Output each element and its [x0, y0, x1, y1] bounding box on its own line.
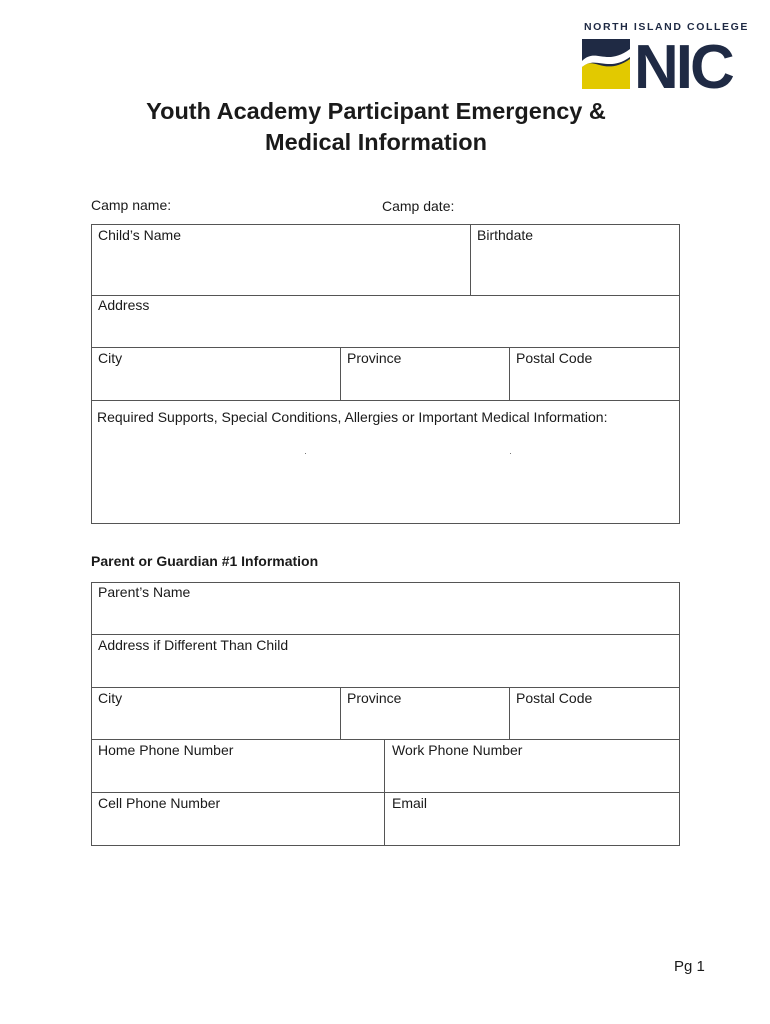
address-field[interactable]: Address [98, 297, 150, 313]
stray-mark [305, 453, 306, 454]
birthdate-field[interactable]: Birthdate [477, 227, 534, 243]
postal-code-field[interactable]: Postal Code [516, 350, 593, 366]
page-title [90, 96, 662, 158]
guardian-province-field[interactable]: Province [347, 690, 402, 706]
divider [91, 739, 680, 740]
work-phone-field[interactable]: Work Phone Number [392, 742, 523, 758]
parents-name-field[interactable]: Parent’s Name [98, 584, 191, 600]
divider [470, 224, 471, 296]
email-field[interactable]: Email [392, 795, 428, 811]
childs-name-field[interactable]: Child’s Name [98, 227, 181, 243]
nic-logo [582, 37, 748, 91]
org-name: NORTH ISLAND COLLEGE [584, 21, 749, 33]
logo-wordmark: NIC [634, 37, 732, 91]
divider [340, 347, 341, 401]
divider [509, 347, 510, 401]
divider [340, 687, 341, 740]
camp-date-label: Camp date: [382, 198, 455, 214]
title-line-2: Medical Information [265, 129, 487, 155]
guardian-city-field[interactable]: City [98, 690, 123, 706]
stray-mark [510, 453, 511, 454]
divider [91, 634, 680, 635]
divider [91, 687, 680, 688]
divider [91, 400, 680, 401]
divider [91, 295, 680, 296]
divider [509, 687, 510, 740]
province-field[interactable]: Province [347, 350, 402, 366]
page-number: Pg 1 [674, 958, 705, 975]
cell-phone-field[interactable]: Cell Phone Number [98, 795, 221, 811]
divider [91, 347, 680, 348]
guardian-address-field[interactable]: Address if Different Than Child [98, 637, 289, 653]
home-phone-field[interactable]: Home Phone Number [98, 742, 234, 758]
divider [91, 792, 680, 793]
title-line-1: Youth Academy Participant Emergency & [146, 98, 606, 124]
child-info-form [91, 224, 680, 524]
camp-name-label: Camp name: [91, 197, 172, 213]
guardian-postal-code-field[interactable]: Postal Code [516, 690, 593, 706]
guardian-section-heading: Parent or Guardian #1 Information [91, 553, 319, 569]
medical-info-field[interactable]: Required Supports, Special Conditions, Allergies or Important Medical Information: [97, 409, 608, 425]
city-field[interactable]: City [98, 350, 123, 366]
